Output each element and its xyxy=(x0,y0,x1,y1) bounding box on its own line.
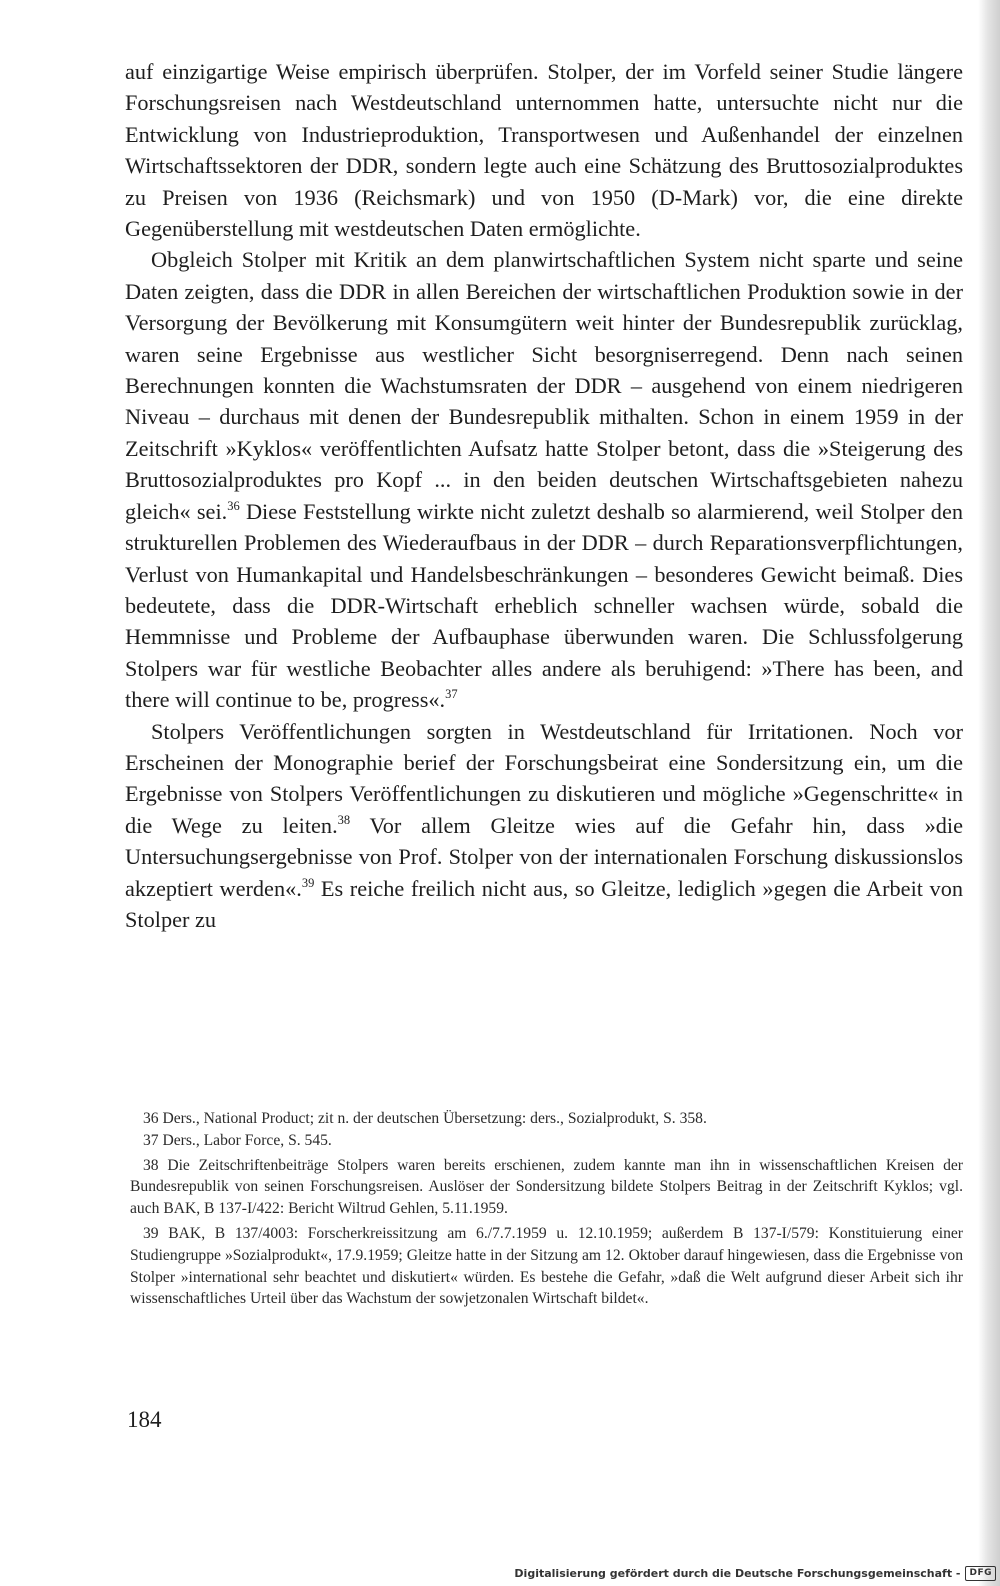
footnote: 39 BAK, B 137/4003: Forscherkreissitzung am 6./7.7.1959 u. 12.10.1959; außerdem B 137-I/579: Konstituierung einer Studiengruppe »Sozialprodukt«, 17.9.1959; Gleitze hatte in der Sitzung am 12. Oktober darauf hingewiesen, dass die Ergebnisse von Stolper »international sehr beachtet und diskutiert« würden. Es bestehe die Gefahr, »daß die Welt aufgrund dieser Arbeit sich ihr wissenschaftliches Urteil über das Wachstum der sowjetzonalen Wirtschaft bildet«. xyxy=(130,1224,963,1308)
paragraph: auf einzigartige Weise empirisch überprüfen. Stolper, der im Vorfeld seiner Studie längere Forschungsreisen nach Westdeutschland unternommen hatte, untersuchte nicht nur die Entwicklung von Industrieproduktion, Transportwesen und Außenhandel der einzelnen Wirtschaftssektoren der DDR, sondern legte auch eine Schätzung des Bruttosozialproduktes zu Preisen von 1936 (Reichsmark) und von 1950 (D-Mark) vor, die eine direkte Gegenüberstellung mit westdeutschen Daten ermöglichte. xyxy=(125,59,963,242)
funding-notice xyxy=(514,1566,996,1581)
footnote: 37 Ders., Labor Force, S. 545. xyxy=(143,1131,332,1149)
footnote-ref[interactable]: 36 xyxy=(227,498,240,513)
main-text xyxy=(125,56,963,935)
footnote: 38 Die Zeitschriftenbeiträge Stolpers waren bereits erschienen, zudem kannte man ihn in wissenschaftlichen Kreisen der Bundesrepublik von seinen Forschungsreisen. Auslöser der Sondersitzung bildete Stolpers Beitrag in der Zeitschrift Kyklos; vgl. auch BAK, B 137-I/422: Bericht Wiltrud Gehlen, 5.11.1959. xyxy=(130,1156,963,1218)
footnote-ref[interactable]: 38 xyxy=(337,812,351,827)
footnote-ref[interactable]: 39 xyxy=(301,875,315,890)
dfg-logo-icon: DFG xyxy=(965,1566,996,1581)
footnote-ref[interactable]: 37 xyxy=(445,687,458,702)
footnotes xyxy=(130,1108,963,1310)
footnote: 36 Ders., National Product; zit n. der deutschen Übersetzung: ders., Sozialprodukt, S. 358. xyxy=(143,1110,707,1127)
paragraph: Stolpers Veröffentlichungen sorgten in Westdeutschland für Irritationen. Noch vor Erscheinen der Monographie berief der Forschungsbeirat eine Sondersitzung ein, um die Ergebnisse von Stolpers Veröffentlichungen zu diskutieren und mögliche »Gegenschritte« in die Wege zu leiten.$^{38}$ Vor allem Gleitze wies auf die Gefahr hin, dass »die Untersuchungsergebnisse von Prof. Stolper von der internationalen Forschung diskussionslos akzeptiert werden«.$^{39}$ Es reiche freilich nicht aus, so Gleitze, lediglich »gegen die Arbeit von Stolper zu xyxy=(125,718,963,932)
paragraph: Obgleich Stolper mit Kritik an dem planwirtschaftlichen System nicht sparte und seine Daten zeigten, dass die DDR in allen Bereichen der wirtschaftlichen Produktion sowie in der Versorgung der Bevölkerung mit Konsumgütern weit hinter der Bundesrepublik zurücklag, waren seine Ergebnisse aus westlicher Sicht besorgniserregend. Denn nach seinen Berechnungen konnten die Wachstumsraten der DDR – ausgehend von einem niedrigeren Niveau – durchaus mit denen der Bundesrepublik mithalten. Schon in einem 1959 in der Zeitschrift »Kyklos« veröffentlichten Aufsatz hatte Stolper betont, dass die »Steigerung des Bruttosozialproduktes pro Kopf ... in den beiden deutschen Wirtschaftsgebieten nahezu gleich« sei.$^{36}$ Diese Feststellung wirkte nicht zuletzt deshalb so alarmierend, weil Stolper den strukturellen Problemen des Wiederaufbaus in der DDR – durch Reparationsverpflichtungen, Verlust von Humankapital und Handelsbeschränkungen – besonderes Gewicht beimaß. Dies bedeutete, dass die DDR-Wirtschaft erheblich schneller wachsen würde, sobald die Hemmnisse und Probleme der Aufbauphase überwunden waren. Die Schlussfolgerung Stolpers war für westliche Beobachter alles andere als beruhigend: »There has been, and there will continue to be, progress«.$^{37}$ xyxy=(125,247,963,713)
funding-notice-text: Digitalisierung gefördert durch die Deutsche Forschungsgemeinschaft - xyxy=(514,1567,961,1580)
page-number: 184 xyxy=(127,1407,162,1432)
